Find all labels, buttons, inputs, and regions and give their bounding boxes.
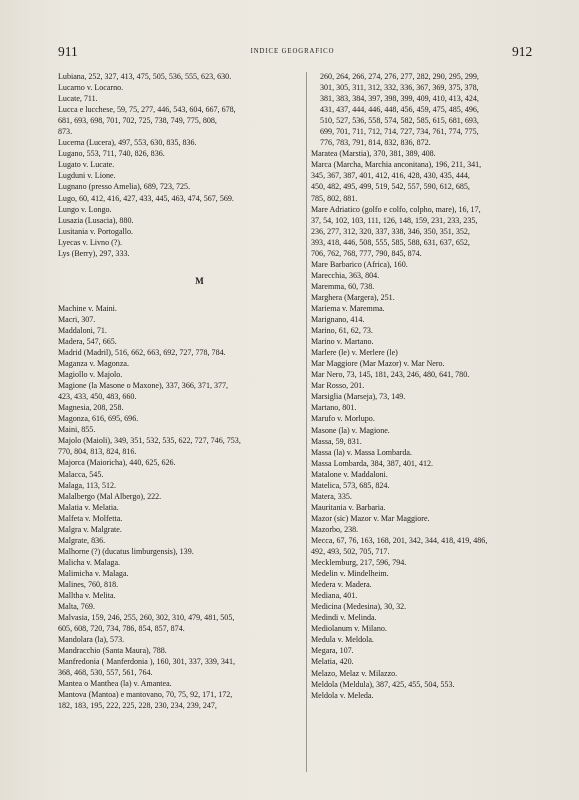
index-entry: [311, 568, 525, 579]
entry-line: Malacca, 545.: [58, 469, 104, 479]
index-entry: [58, 513, 303, 524]
entry-line: Massa, 59, 831.: [311, 436, 362, 446]
index-entry: [311, 623, 525, 634]
entry-line: Mazorbo, 238.: [311, 524, 359, 534]
index-entry: [58, 248, 303, 259]
entry-line: Marino, 61, 62, 73.: [311, 326, 373, 336]
entry-line: Magiollo v. Majolo.: [58, 370, 123, 380]
entry-line: Lucca e lucchese, 59, 75, 277, 446, 543, 604, 667, 678,: [58, 105, 236, 115]
entry-line: 236, 277, 312, 320, 337, 338, 346, 350, 351, 352,: [311, 226, 470, 236]
index-entry: [311, 325, 525, 336]
entry-line: 450, 482, 495, 499, 519, 542, 557, 590, 612, 685,: [311, 182, 470, 192]
entry-line: Majolo (Maioli), 349, 351, 532, 535, 622, 727, 746, 753,: [58, 436, 241, 446]
entry-line: 368, 468, 530, 557, 561, 764.: [58, 668, 153, 678]
index-entry: [58, 469, 303, 480]
entry-line: Malltha v. Melita.: [58, 591, 116, 601]
entry-line: Mediana, 401.: [311, 591, 358, 601]
entry-line: Mare Adriatico (golfo e colfo, colpho, mare), 16, 17,: [311, 204, 481, 214]
entry-line: Lyecas v. Livno (?).: [58, 237, 123, 247]
entry-line: 706, 762, 768, 777, 790, 845, 874.: [311, 248, 422, 258]
index-entry: [58, 457, 303, 468]
index-column-left: [58, 71, 303, 712]
index-entry: [311, 557, 525, 568]
index-entry: [311, 668, 525, 679]
index-entry: [58, 347, 303, 358]
entry-line: Lucerna (Lucera), 497, 553, 630, 835, 836.: [58, 138, 197, 148]
entry-line: 345, 367, 387, 401, 412, 416, 428, 430, 435, 444,: [311, 171, 470, 181]
entry-line: Magnesia, 208, 258.: [58, 403, 124, 413]
index-entry-continuation: [311, 71, 525, 148]
entry-line: Maratea (Marstia), 370, 381, 389, 408.: [311, 149, 436, 159]
index-entry: [58, 181, 303, 192]
entry-line: Lys (Berry), 297, 333.: [58, 248, 130, 258]
index-entry: [58, 524, 303, 535]
index-entry: [58, 93, 303, 104]
entry-line: Lugduni v. Lione.: [58, 171, 116, 181]
entry-line: Lubiana, 252, 327, 413, 475, 505, 536, 555, 623, 630.: [58, 72, 232, 81]
index-entry: [58, 590, 303, 601]
entry-line: Marecchia, 363, 804.: [311, 270, 380, 280]
entry-line: Mazor (sic) Mazor v. Mar Maggiore.: [311, 513, 430, 523]
entry-line: Mar Nero, 73, 145, 181, 243, 246, 480, 641, 780.: [311, 370, 470, 380]
index-entry: [311, 159, 525, 203]
entry-line: Meldola (Meldula), 387, 425, 455, 504, 553.: [311, 679, 455, 689]
index-entry: [311, 612, 525, 623]
entry-line: Matelica, 573, 685, 824.: [311, 480, 390, 490]
entry-line: Marca (Marcha, Marchia anconitana), 196, 211, 341,: [311, 160, 482, 170]
index-entry: [58, 413, 303, 424]
entry-line: Macri, 307.: [58, 314, 96, 324]
section-letter-heading: M: [195, 275, 204, 286]
entry-line: 381, 383, 384, 397, 398, 399, 409, 410, 413, 424,: [320, 94, 479, 104]
entry-line: Malgra v. Malgrate.: [58, 524, 122, 534]
index-entry: [311, 524, 525, 535]
index-entry: [311, 259, 525, 270]
entry-line: Mariema v. Maremma.: [311, 303, 385, 313]
entry-line: Lugato v. Lucate.: [58, 160, 115, 170]
index-entry: [311, 369, 525, 380]
entry-line: Meldola v. Meleda.: [311, 690, 374, 700]
entry-line: Madera, 547, 665.: [58, 336, 117, 346]
entry-line: 873.: [58, 127, 73, 137]
index-entry: [58, 104, 303, 137]
entry-line: 37, 54, 102, 103, 111, 126, 148, 159, 231, 233, 235,: [311, 215, 478, 225]
entry-line: Medera v. Madera.: [311, 580, 372, 590]
entry-line: Madrid (Madril), 516, 662, 663, 692, 727, 778, 784.: [58, 347, 226, 357]
index-entry: [311, 402, 525, 413]
index-entry: [58, 502, 303, 513]
index-entry: [58, 634, 303, 645]
index-entry: [311, 148, 525, 159]
index-entry: [58, 204, 303, 215]
entry-line: Lucate, 711.: [58, 94, 98, 104]
entry-line: Malhorne (?) (ducatus limburgensis), 139.: [58, 546, 194, 556]
index-entry: [58, 579, 303, 590]
running-title: INDICE GEOGRAFICO: [250, 48, 335, 55]
index-entry: [311, 579, 525, 590]
entry-line: Mantea o Manthea (la) v. Amantea.: [58, 679, 172, 689]
index-entry: [311, 690, 525, 701]
entry-line: Malatia v. Melatia.: [58, 502, 119, 512]
index-entry: [58, 380, 303, 402]
index-entry: [311, 303, 525, 314]
entry-line: Maremma, 60, 738.: [311, 281, 375, 291]
entry-line: Maini, 855.: [58, 425, 96, 435]
entry-line: 423, 433, 450, 483, 660.: [58, 392, 137, 402]
index-entry: [58, 568, 303, 579]
entry-line: 699, 701, 711, 712, 714, 727, 734, 761, 774, 775,: [320, 127, 479, 137]
index-entry: [58, 193, 303, 204]
entry-line: 431, 437, 444, 446, 448, 456, 459, 475, 485, 496,: [320, 105, 479, 115]
entry-line: Marghera (Margera), 251.: [311, 292, 395, 302]
entry-line: Marignano, 414.: [311, 315, 365, 325]
entry-line: Malines, 760, 818.: [58, 579, 119, 589]
index-entry: [311, 204, 525, 259]
entry-line: Matalone v. Maddaloni.: [311, 469, 388, 479]
entry-line: Mare Barbarico (Africa), 160.: [311, 259, 408, 269]
entry-line: 492, 493, 502, 705, 717.: [311, 547, 390, 557]
index-entry: [58, 215, 303, 226]
entry-line: Medicina (Medesina), 30, 32.: [311, 602, 407, 612]
entry-line: Maddaloni, 71.: [58, 325, 107, 335]
entry-line: Melazo, Melaz v. Milazzo.: [311, 668, 398, 678]
entry-line: Masone (la) v. Magione.: [311, 425, 390, 435]
index-entry: [58, 71, 303, 82]
index-entry: [58, 480, 303, 491]
page-header: [0, 44, 579, 64]
entry-line: Mandolara (la), 573.: [58, 635, 125, 645]
entry-line: 681, 693, 698, 701, 702, 725, 738, 749, 775, 808,: [58, 116, 217, 126]
entry-line: Maganza v. Magonza.: [58, 359, 129, 369]
entry-line: 301, 305, 311, 312, 332, 336, 367, 369, 375, 378,: [320, 83, 479, 93]
entry-line: 393, 418, 446, 508, 555, 585, 588, 631, 637, 652,: [311, 237, 470, 247]
entry-line: Mandracchio (Santa Maura), 788.: [58, 646, 167, 656]
index-entry: [311, 458, 525, 469]
entry-line: Lungo v. Longo.: [58, 204, 112, 214]
entry-line: Magione (la Masone o Maxone), 337, 366, 371, 377,: [58, 381, 229, 391]
entry-line: Magonza, 616, 695, 696.: [58, 414, 139, 424]
index-entry: [311, 425, 525, 436]
entry-line: Malta, 769.: [58, 602, 95, 612]
entry-line: Malicha v. Malaga.: [58, 557, 121, 567]
index-entry: [58, 170, 303, 181]
index-entry: [311, 634, 525, 645]
entry-line: 510, 527, 536, 558, 574, 582, 585, 615, 681, 693,: [320, 116, 479, 126]
left-page-number: 911: [58, 44, 78, 59]
index-entry: [58, 402, 303, 413]
entry-line: Matera, 335.: [311, 491, 352, 501]
index-entry: [311, 502, 525, 513]
entry-line: Marlere (le) v. Merlere (le): [311, 348, 398, 358]
index-entry: [58, 148, 303, 159]
index-entry: [311, 314, 525, 325]
index-entry: [311, 447, 525, 458]
index-entry: [311, 413, 525, 424]
entry-line: 182, 183, 195, 222, 225, 228, 230, 234, 239, 247,: [58, 701, 217, 711]
index-entry: [58, 369, 303, 380]
index-entry: [311, 436, 525, 447]
index-entry: [311, 380, 525, 391]
entry-line: Mediolanum v. Milano.: [311, 624, 387, 634]
index-column-right: [311, 71, 525, 701]
index-entry: [58, 557, 303, 568]
index-entry: [58, 226, 303, 237]
index-entry: [58, 535, 303, 546]
entry-line: Massa Lombarda, 384, 387, 401, 412.: [311, 458, 434, 468]
index-entry: [58, 645, 303, 656]
index-entry: [311, 469, 525, 480]
index-entry: [311, 679, 525, 690]
index-entry: [58, 159, 303, 170]
entry-line: Mauritania v. Barbaria.: [311, 502, 386, 512]
entry-line: Mar Rosso, 201.: [311, 381, 365, 391]
entry-line: Lucarno v. Locarno.: [58, 83, 124, 93]
entry-line: Marsiglia (Marseja), 73, 149.: [311, 392, 406, 402]
index-entry: [311, 391, 525, 402]
index-entry: [58, 358, 303, 369]
entry-line: Mecklemburg, 217, 596, 794.: [311, 558, 407, 568]
entry-line: Malalbergo (Mal Albergo), 222.: [58, 491, 162, 501]
index-entry: [58, 237, 303, 248]
entry-line: Megara, 107.: [311, 646, 354, 656]
entry-line: Marufo v. Morlupo.: [311, 414, 375, 424]
entry-line: 776, 783, 791, 814, 832, 836, 872.: [320, 138, 431, 148]
section-spacer: [58, 288, 303, 303]
index-entry: [58, 435, 303, 457]
index-entry: [58, 336, 303, 347]
index-entry: [311, 347, 525, 358]
entry-line: Marino v. Martano.: [311, 337, 374, 347]
index-entry: [311, 480, 525, 491]
entry-line: Malaga, 113, 512.: [58, 480, 117, 490]
index-entry: [311, 535, 525, 557]
index-entry: [58, 82, 303, 93]
right-page-number: 912: [512, 44, 533, 59]
index-entry: [58, 137, 303, 148]
index-entry: [311, 601, 525, 612]
index-entry: [58, 325, 303, 336]
entry-line: Mecca, 67, 76, 163, 168, 201, 342, 344, 418, 419, 486,: [311, 535, 488, 545]
entry-line: Manfredonia ( Manferdonia ), 160, 301, 337, 339, 341,: [58, 657, 235, 667]
entry-line: Malgrate, 836.: [58, 535, 106, 545]
entry-line: Martano, 801.: [311, 403, 357, 413]
entry-line: Malfeta v. Molfetta.: [58, 513, 123, 523]
entry-line: 260, 264, 266, 274, 276, 277, 282, 290, 295, 299,: [320, 72, 479, 81]
entry-line: Lusitania v. Portogallo.: [58, 226, 134, 236]
entry-line: Melatia, 420.: [311, 657, 354, 667]
index-entry: [58, 678, 303, 689]
index-entry: [58, 314, 303, 325]
index-entry: [311, 270, 525, 281]
entry-line: Lugano, 553, 711, 740, 826, 836.: [58, 149, 165, 159]
index-entry: [311, 292, 525, 303]
index-entry: [58, 491, 303, 502]
index-entry: [58, 601, 303, 612]
entry-line: 770, 804, 813, 824, 816.: [58, 447, 137, 457]
index-entry: [311, 656, 525, 667]
entry-line: Majorca (Maioricha), 440, 625, 626.: [58, 458, 176, 468]
index-entry: [311, 336, 525, 347]
entry-line: Machine v. Maini.: [58, 303, 117, 313]
index-entry: [58, 546, 303, 557]
index-entry: [58, 612, 303, 634]
index-entry: [58, 689, 303, 711]
index-entry: [58, 656, 303, 678]
index-entry: [311, 590, 525, 601]
entry-line: Massa (la) v. Massa Lombarda.: [311, 447, 412, 457]
index-entry: [311, 645, 525, 656]
entry-line: Malvasia, 159, 246, 255, 260, 302, 310, 479, 481, 505,: [58, 613, 235, 623]
entry-line: Lugnano (presso Amelia), 689, 723, 725.: [58, 182, 191, 192]
index-entry: [311, 491, 525, 502]
entry-line: Malimicha v. Malaga.: [58, 568, 129, 578]
entry-line: Mar Maggiore (Mar Mazor) v. Mar Nero.: [311, 359, 445, 369]
index-entry: [311, 513, 525, 524]
entry-line: Medula v. Meldola.: [311, 635, 374, 645]
index-entry: [58, 424, 303, 435]
section-spacer: [58, 259, 303, 274]
entry-line: Mantova (Mantoa) e mantovano, 70, 75, 92, 171, 172,: [58, 690, 233, 700]
index-entry: [58, 303, 303, 314]
index-entry: [311, 281, 525, 292]
entry-line: 605, 608, 720, 734, 786, 854, 857, 874.: [58, 624, 185, 634]
column-divider: [306, 72, 307, 772]
entry-line: Lugo, 60, 412, 416, 427, 433, 445, 463, 474, 567, 569.: [58, 193, 234, 203]
entry-line: 785, 802, 881.: [311, 193, 358, 203]
index-entry: [311, 358, 525, 369]
entry-line: Medelin v. Mindelheim.: [311, 569, 389, 579]
entry-line: Medindi v. Melinda.: [311, 613, 377, 623]
entry-line: Lusazia (Lusacia), 880.: [58, 215, 134, 225]
